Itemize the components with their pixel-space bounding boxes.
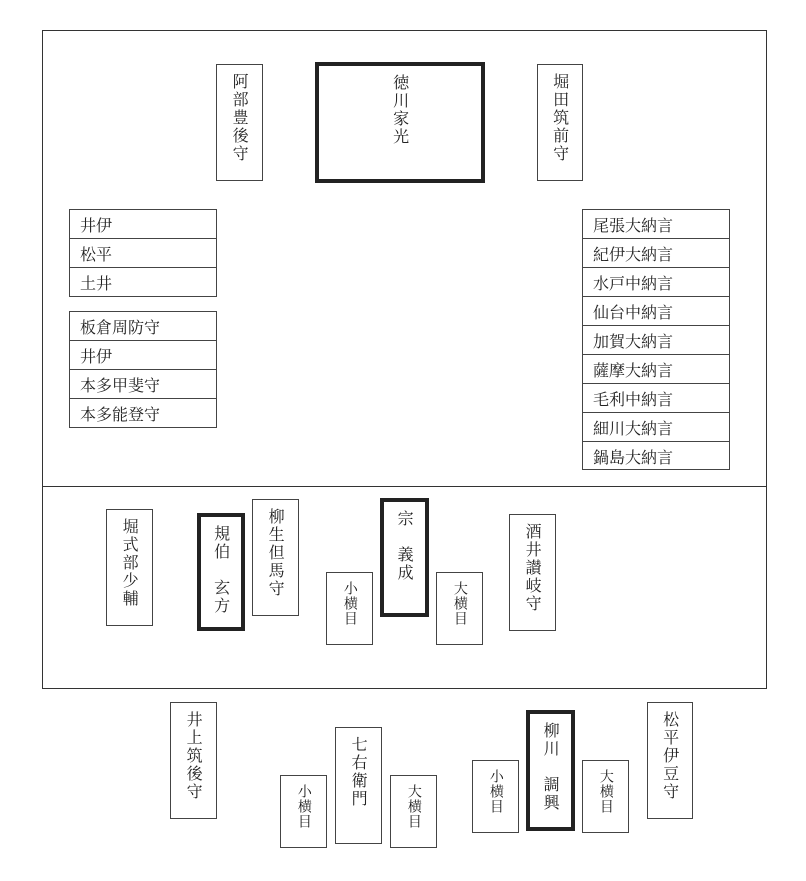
kometsuke-small-middle-box — [326, 572, 373, 645]
roster-row: 鍋島大納言 — [593, 448, 674, 467]
roster-row: 板倉周防守 — [70, 312, 216, 341]
hotta-chikuzen-label: 堀田筑前守 — [550, 73, 570, 163]
inoue-chikugo-label: 井上筑後守 — [184, 711, 204, 801]
sakai-sanuki-label: 酒井讃岐守 — [523, 523, 543, 613]
roster-row: 水戸中納言 — [583, 268, 729, 297]
roster-row: 細川大納言 — [583, 413, 729, 442]
roster-row: 毛利中納言 — [583, 384, 729, 413]
kometsuke-small-right-box — [472, 760, 519, 833]
kometsuke-large-left-label: 大横目 — [405, 784, 422, 829]
sakai-sanuki-box — [509, 514, 556, 631]
roster-row: 松平 — [70, 239, 216, 268]
roster-row: 井伊 — [70, 210, 216, 239]
matsudaira-izu-label: 松平伊豆守 — [660, 711, 680, 801]
abe-bungo-label: 阿部豊後守 — [230, 73, 250, 163]
yanagawa-shigeoki-label: 柳川 調興 — [541, 722, 561, 812]
roster-row: 仙台中納言 — [583, 297, 729, 326]
kometsuke-small-left-box — [280, 775, 327, 848]
yanagawa-shigeoki-box — [526, 710, 575, 831]
tokugawa-iemitsu-label: 徳川家光 — [390, 74, 410, 146]
matsudaira-izu-box — [647, 702, 693, 819]
roster-row: 土井 — [80, 274, 113, 293]
roster-row: 本多能登守 — [80, 405, 161, 424]
inoue-chikugo-box — [170, 702, 217, 819]
roster-row: 薩摩大納言 — [583, 355, 729, 384]
kometsuke-large-middle-label: 大横目 — [451, 581, 468, 626]
kometsuke-small-middle-label: 小横目 — [341, 581, 358, 626]
hori-shikibu-label: 堀式部少輔 — [120, 518, 140, 608]
kibo-genpo-label: 規伯 玄方 — [211, 525, 231, 615]
kometsuke-large-right-label: 大横目 — [597, 769, 614, 814]
roster-row: 紀伊大納言 — [583, 239, 729, 268]
left-roster-2 — [69, 311, 217, 428]
roster-row: 尾張大納言 — [583, 210, 729, 239]
roster-row: 井伊 — [70, 341, 216, 370]
roster-row: 本多甲斐守 — [70, 370, 216, 399]
roster-row: 加賀大納言 — [583, 326, 729, 355]
kometsuke-small-left-label: 小横目 — [295, 784, 312, 829]
kometsuke-large-left-box — [390, 775, 437, 848]
tokugawa-iemitsu-box — [315, 62, 485, 183]
shichiuemon-label: 七右衛門 — [349, 736, 369, 808]
so-yoshinari-label: 宗 義成 — [395, 510, 415, 582]
abe-bungo-box — [216, 64, 263, 181]
hotta-chikuzen-box — [537, 64, 583, 181]
yagyu-tajima-label: 柳生但馬守 — [266, 508, 286, 598]
shichiuemon-box — [335, 727, 382, 844]
kometsuke-large-right-box — [582, 760, 629, 833]
kometsuke-large-middle-box — [436, 572, 483, 645]
so-yoshinari-box — [380, 498, 429, 617]
hori-shikibu-box — [106, 509, 153, 626]
right-roster — [582, 209, 730, 470]
kometsuke-small-right-label: 小横目 — [487, 769, 504, 814]
left-roster-1 — [69, 209, 217, 297]
kibo-genpo-box — [197, 513, 245, 631]
yagyu-tajima-box — [252, 499, 299, 616]
